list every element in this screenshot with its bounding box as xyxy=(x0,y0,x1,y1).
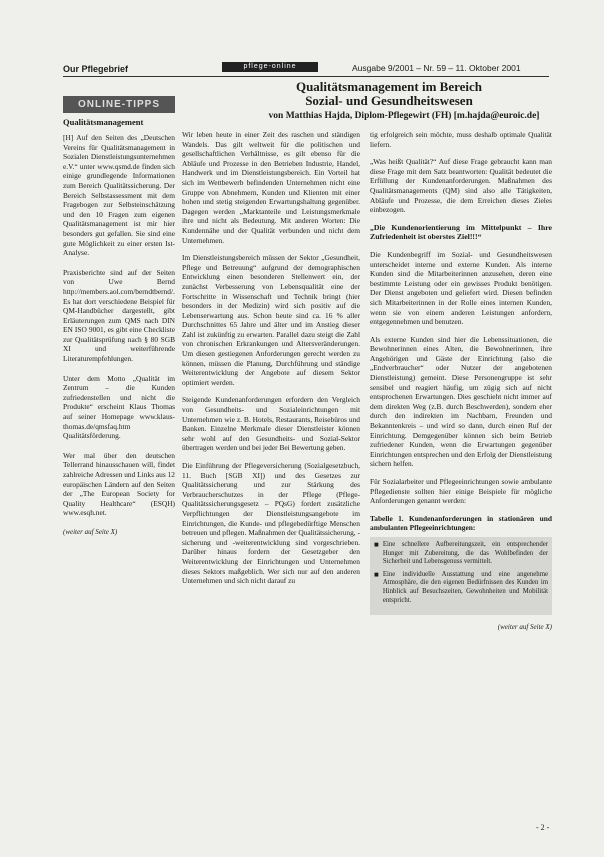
body-paragraph: tig erfolgreich sein möchte, muss deshalb optimale Qualität liefern. xyxy=(370,130,552,149)
sidebar-paragraph: Unter dem Motto „Qualität im Zentrum – die Kunden zufriedenstellen und nicht die Produkte“ erscheint Klaus Thomas auf seiner Homepage www.klaus-thomas.de/qmsfaq.htm Qualitätsförderung. xyxy=(63,373,175,441)
header-rule xyxy=(63,76,549,77)
bullet-icon: ■ xyxy=(374,539,379,549)
body-paragraph: Als externe Kunden sind hier die Lebenssituationen, die Bewohnerinnen eines Alten, die Bewohnerinnen, ihre Angehörigen und Gäste der Einrichtung (also die „Endverbraucher“ oder Nutzer der angebotenen Dienstleistung) gemeint. Diese Personengruppe ist sehr sensibel und reagiert häufig, um zügig sich auf nicht entsprochenen Erwartungen. Dies geschieht nicht immer auf dem direkten Weg (z.B. durch Beschwerden), sondern eher durch den indirekten im Nachbarn, Freunden und Bekanntenkreis – und wird so dann, durch einen Ruf der Einrichtung. Demgegenüber können sich beim Betrieb zufriedener Kunden, wenn die Erwartungen gegenüber Einrichtungen entsprechen und den Erfolg der Dienstleistung sichern helfen. xyxy=(370,334,552,469)
sidebar-paragraph: [H] Auf den Seiten des „Deutschen Vereins für Qualitätsmanagement in Sozialen Dienstleistungsunternehmen e.V.“ unter www.qsmd.de finden sich einige grundlegende Informationen zum Bereich Qualitätssicherung. Der Bereich Selbstassessment mit dem Fragebogen zur Selbsteinschätzung und den 10 Fragen zum eigenen Qualitätsmanagement ist mir hier besonders gut gefallen. Sie sind eine gute Möglichkeit zu einer ersten Ist-Analyse. xyxy=(63,133,175,258)
title-line-1: Qualitätsmanagement im Bereich xyxy=(295,79,483,94)
sidebar-paragraph: Praxisberichte sind auf der Seiten von Uwe Bernd http://members.aol.com/berndtbernd/. Es hat dort verschiedene Beispiel für QM-Handbücher dargestellt, gibt Erläuterungen zum QMS nach DIN EN ISO 9001, es gibt eine Checkliste zur Qualitätsprüfung nach § 80 SGB XI und weiterführende Literaturempfehlungen. xyxy=(63,267,175,364)
body-paragraph: Für Sozialarbeiter und Pflegeeinrichtungen sowie ambulante Pflegedienste sollten hier einige Beispiele für mögliche Anforderungen genannt werden: xyxy=(370,477,552,506)
table-cell: Eine schnellere Aufbereitungszeit, ein entsprechender Hunger mit Zubereitung, die das Wohlbefinden der Sicherheit und Lebensgenuss vermittelt. xyxy=(382,540,548,566)
header-logo: pflege-online xyxy=(222,62,318,72)
sidebar-continued: (weiter auf Seite X) xyxy=(63,527,118,536)
table-cell: Eine individuelle Ausstattung und eine angenehme Atmosphäre, die den eigenen Bedürfnissen des Kunden im Hinblick auf Besuchszeiten, Gewohnheiten und Mobilität entspricht. xyxy=(382,570,548,604)
table-row xyxy=(374,541,548,567)
author-line: von Matthias Hajda, Diplom-Pflegewirt (FH) [m.hajda@euroic.de] xyxy=(268,111,540,121)
page-number: - 2 - xyxy=(536,823,550,832)
column-continued: (weiter auf Seite X) xyxy=(497,623,552,632)
sidebar xyxy=(63,96,175,536)
article-column-3 xyxy=(370,130,552,633)
body-paragraph: Im Dienstleistungsbereich müssen der Sektor „Gesundheit, Pflege und Betreuung“ aufgrund der demographischen Entwicklung einen besonderen Stellenwert ein, der zunächst Verbesserung von Lebensqualität eine der Fortschritte in Wissenschaft und Technik bringt (hier besonders in der Medizin) wird sich positiv auf die Lebenserwartung aus. Schon heute sind ca. 16 % aller Durchschnittes 65 Jahre und älter und im Anstieg dieser Zahl ist zukünftig zu erwarten. Parallel dazu steigt die Zahl von chronischen Erkrankungen und Altersveränderungen. Um diesen gestiegenen Anforderungen gerecht werden zu können, müssen die Planung, Durchführung und ständige Weiterentwicklung der Angebote auf diesem Sektor optimiert werden. xyxy=(182,253,360,387)
body-paragraph: „Was heißt Qualität?“ Auf diese Frage gebraucht kann man diese Frage mit dem Satz beantworten: Qualität bedeutet die Erfüllung der Kundenanforderungen. Maßnahmen des Qualitätsmanagements (QM) sind also alle Tätigkeiten, Abläufe und Prozesse, die dem Erreichen dieses Zieles einbezogen. xyxy=(370,157,552,215)
article-column-2 xyxy=(182,130,360,594)
sidebar-subheading: Qualitätsmanagement xyxy=(63,117,144,127)
section-subhead: „Die Kundenorientierung im Mittelpunkt – Ihre Zufriedenheit ist oberstes Ziel!!!“ xyxy=(370,222,552,242)
header-issue: Ausgabe 9/2001 – Nr. 59 – 11. Oktober 2001 xyxy=(352,63,521,73)
sidebar-paragraph: Wer mal über den deutschen Tellerrand hinausschauen will, findet zahlreiche Adressen und Links aus 12 europäischen Ländern auf den Seiten der „The European Society for Quality Healthcare“ (ESQH) www.esqh.net. xyxy=(63,450,175,518)
body-paragraph: Die Einführung der Pflegeversicherung (Sozialgesetzbuch, 11. Buch [SGB XI]) und des Gesetzes zur Qualitätssicherung und zur Stärkung des Verbraucherschutzes in der Pflege (Pflege-Qualitätssicherungsgesetz – PQsG) fordert zusätzliche Verpflichtungen der Dienstleistungsangebote im Einrichtungen, die Kunde- und pflegebedürftige Menschen betreuen und pflegen. Maßnahmen der Qualitätssicherung, -sicherung und -weiterentwicklung sind vorgeschrieben. Darüber hinaus fordern der Gesetzgeber den Weiterentwicklung der Einrichtungen und Unternehmen dieses Sektors maßgeblich. Wer sich nur auf den anderen Unternehmen und sich nicht darauf zu xyxy=(182,461,360,586)
bullet-icon: ■ xyxy=(374,569,379,579)
body-paragraph: Wir leben heute in einer Zeit des raschen und ständigen Wandels. Das gilt weltweit für die politischen und gesellschaftlichen Verhältnisse, es gilt ebenso für die Abläufe und Prozesse in den Betrieben Industrie, Handel, Handwerk und im Dienstleistungsbereich. Ein Vorteil hat sich im Wettbewerb befindenden Unternehmen nicht eine Gruppe von Abnehmern, Kunden und Klienten mit einer hohen und stetig steigenden Erwartungshaltung gegenüber. Dagegen werden „Marktanteile und Leistungsmerkmale ihre und nicht als Bedeutung. Mit anderen Worten: Die Kundennähe und der Qualität verbunden und nicht dem Unternehmen. xyxy=(182,130,360,245)
table-row xyxy=(374,571,548,605)
header-left: Our Pflegebrief xyxy=(63,64,129,74)
title-line-2: Sozial- und Gesundheitswesen xyxy=(305,93,473,108)
body-paragraph: Steigende Kundenanforderungen erfordern den Vergleich von Gesundheits- und Sozialeinrichtungen mit Unternehmen wie z. B. Hotels, Restaurants, Reisebüros und Banken. Einzelne Merkmale dieser Dienstleister können sehr wohl auf den Gesundheits- und Sozial-Sektor übertragen werden und bei jeder Bei Bewertung geben. xyxy=(182,395,360,453)
table-caption: Tabelle 1. Kundenanforderungen in stationären und ambulanten Pflegeeinrichtungen: xyxy=(370,513,552,533)
article-title xyxy=(264,80,514,108)
body-paragraph: Die Kundenbegriff im Sozial- und Gesundheitswesen unterscheidet interne und externe Kunden. Als interne Kunden sind die Mitarbeiterinnen anzusehen, deren eine bestimmte Leistung oder ein gewisses Produkt benötigen. Der Dienst angeboten und geliefert wird. Diesen befinden sich Mitarbeiterinnen in der Rolle eines internen Kunden, wenn sie von einem anderen Leistungen anfordern, entgegennehmen und benutzen. xyxy=(370,249,552,327)
requirements-table xyxy=(370,537,552,615)
sidebar-heading: ONLINE-TIPPS xyxy=(63,96,175,113)
